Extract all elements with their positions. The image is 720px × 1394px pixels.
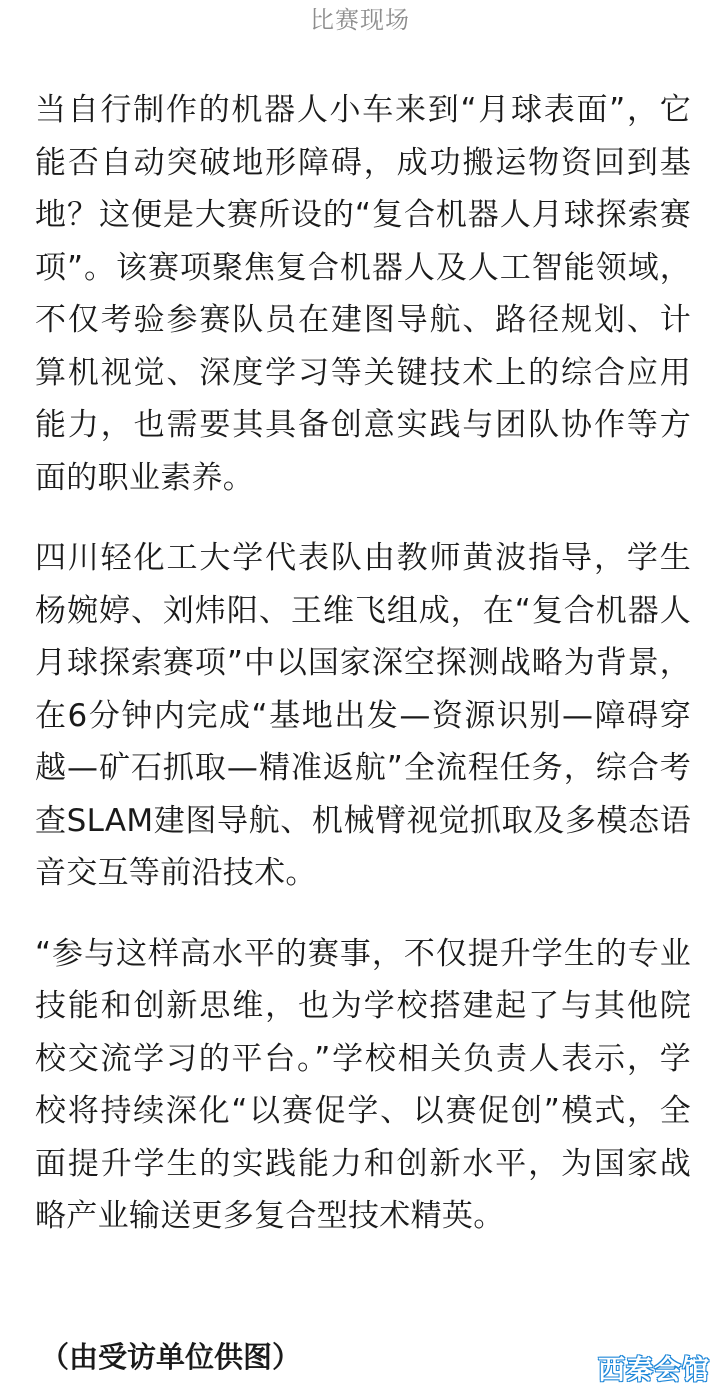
photo-credit: （由受访单位供图） (40, 1340, 302, 1374)
image-caption: 比赛现场 (310, 6, 410, 34)
watermark-logo (598, 1354, 710, 1388)
article-paragraph-1: 当自行制作的机器人小车来到“月球表面”，它能否自动突破地形障碍，成功搬运物资回到基地？这便是大赛所设的“复合机器人月球探索赛项”。该赛项聚焦复合机器人及人工智能领域，不仅考验参赛队员在建图导航、路径规划、计算机视觉、深度学习等关键技术上的综合应用能力，也需要其具备创意实践与团队协作等方面的职业素养。 (35, 92, 691, 496)
watermark-text: 西秦会馆 (598, 1355, 710, 1386)
article-paragraph-3: “参与这样高水平的赛事，不仅提升学生的专业技能和创新思维，也为学校搭建起了与其他院校交流学习的平台。”学校相关负责人表示，学校将持续深化“以赛促学、以赛促创”模式，全面提升学生的实践能力和创新水平，为国家战略产业输送更多复合型技术精英。 (35, 935, 691, 1234)
article-body (35, 84, 691, 1243)
article-paragraph-2: 四川轻化工大学代表队由教师黄波指导，学生杨婉婷、刘炜阳、王维飞组成，在“复合机器人月球探索赛项”中以国家深空探测战略为背景，在6分钟内完成“基地出发—资源识别—障碍穿越—矿石抓取—精准返航”全流程任务，综合考查SLAM建图导航、机械臂视觉抓取及多模态语音交互等前沿技术。 (35, 540, 691, 891)
